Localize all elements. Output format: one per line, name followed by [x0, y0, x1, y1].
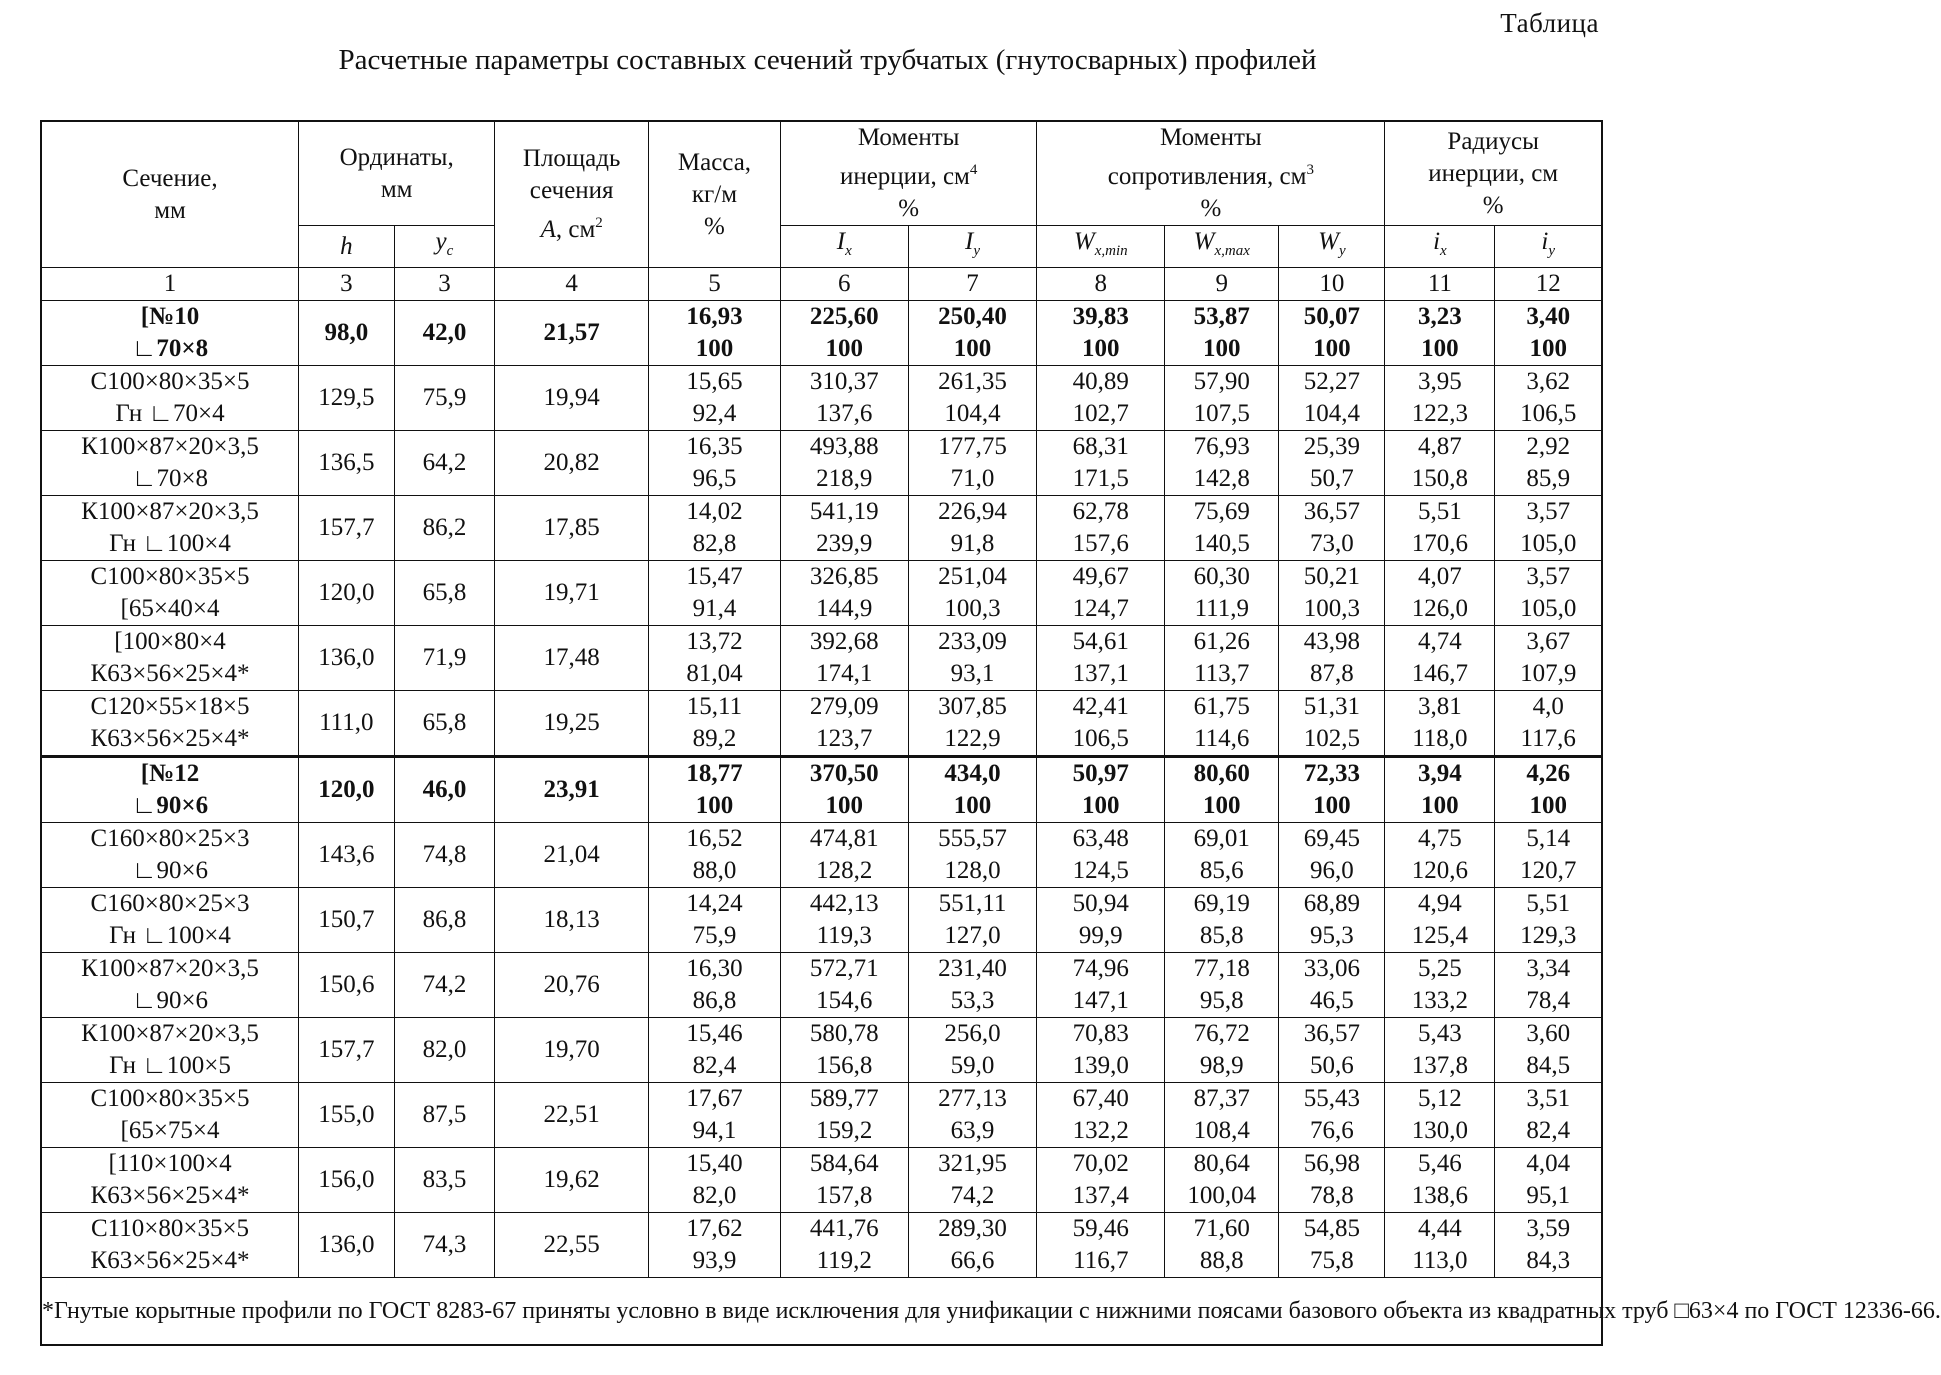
section-cell: С100×80×35×5 [65×40×4: [41, 561, 299, 626]
resistance-y-cell: 33,06 46,5: [1279, 953, 1385, 1018]
resistance-x-min-cell: 68,31 171,5: [1037, 431, 1165, 496]
resistance-y-cell: 56,98 78,8: [1279, 1148, 1385, 1213]
inertia-y-cell: 256,0 59,0: [908, 1018, 1037, 1083]
ordinate-h-cell: 136,5: [299, 431, 395, 496]
area-cell: 19,94: [495, 366, 649, 431]
radius-y-cell: 3,57 105,0: [1495, 496, 1602, 561]
section-cell: [110×100×4 К63×56×25×4*: [41, 1148, 299, 1213]
column-number: 6: [780, 268, 908, 301]
radius-x-cell: 5,43 137,8: [1385, 1018, 1495, 1083]
inertia-y-cell: 307,85 122,9: [908, 691, 1037, 757]
radius-x-cell: 4,44 113,0: [1385, 1213, 1495, 1278]
table-row: [41, 496, 1602, 561]
resistance-y-cell: 52,27 104,4: [1279, 366, 1385, 431]
inertia-y-cell: 551,11 127,0: [908, 888, 1037, 953]
ordinate-h-cell: 120,0: [299, 757, 395, 823]
ordinate-yc-cell: 83,5: [394, 1148, 495, 1213]
resistance-x-min-cell: 67,40 132,2: [1037, 1083, 1165, 1148]
header-radii: Радиусы инерции, см %: [1385, 121, 1602, 226]
column-number: 7: [908, 268, 1037, 301]
table-row: [41, 301, 1602, 366]
footnote: *Гнутые корытные профили по ГОСТ 8283-67 приняты условно в виде исключения для унификации с нижними поясами базового объекта из квадратных труб □63×4 по ГОСТ 12336-66.: [41, 1278, 1602, 1346]
inertia-y-cell: 231,40 53,3: [908, 953, 1037, 1018]
ordinate-h-cell: 143,6: [299, 823, 395, 888]
resistance-x-max-cell: 87,37 108,4: [1165, 1083, 1279, 1148]
inertia-y-cell: 434,0 100: [908, 757, 1037, 823]
resistance-y-cell: 68,89 95,3: [1279, 888, 1385, 953]
ordinate-yc-cell: 74,2: [394, 953, 495, 1018]
inertia-y-cell: 250,40 100: [908, 301, 1037, 366]
resistance-y-cell: 50,21 100,3: [1279, 561, 1385, 626]
header-area: Площадь сечения A, $см^2$: [495, 121, 649, 268]
sym-wy: $W_y$: [1279, 226, 1385, 268]
ordinate-yc-cell: 71,9: [394, 626, 495, 691]
area-cell: 20,76: [495, 953, 649, 1018]
section-cell: С110×80×35×5 К63×56×25×4*: [41, 1213, 299, 1278]
section-cell: К100×87×20×3,5 Гн ∟100×5: [41, 1018, 299, 1083]
resistance-x-min-cell: 74,96 147,1: [1037, 953, 1165, 1018]
column-number: 12: [1495, 268, 1602, 301]
resistance-y-cell: 69,45 96,0: [1279, 823, 1385, 888]
ordinate-yc-cell: 87,5: [394, 1083, 495, 1148]
inertia-y-cell: 177,75 71,0: [908, 431, 1037, 496]
resistance-x-max-cell: 80,64 100,04: [1165, 1148, 1279, 1213]
inertia-x-cell: 541,19 239,9: [780, 496, 908, 561]
table-row: [41, 1018, 1602, 1083]
ordinate-yc-cell: 75,9: [394, 366, 495, 431]
resistance-x-min-cell: 59,46 116,7: [1037, 1213, 1165, 1278]
inertia-x-cell: 442,13 119,3: [780, 888, 908, 953]
inertia-y-cell: 261,35 104,4: [908, 366, 1037, 431]
resistance-x-max-cell: 61,75 114,6: [1165, 691, 1279, 757]
sym-ix: $I_x$: [780, 226, 908, 268]
resistance-y-cell: 55,43 76,6: [1279, 1083, 1385, 1148]
resistance-x-max-cell: 60,30 111,9: [1165, 561, 1279, 626]
sym-yc: $y_c$: [394, 226, 495, 268]
mass-cell: 14,02 82,8: [649, 496, 781, 561]
radius-y-cell: 4,26 100: [1495, 757, 1602, 823]
section-cell: С160×80×25×3 ∟90×6: [41, 823, 299, 888]
mass-cell: 15,65 92,4: [649, 366, 781, 431]
table-body: [41, 301, 1602, 1278]
inertia-x-cell: 392,68 174,1: [780, 626, 908, 691]
sym-wx-min: $W_{x,min}$: [1037, 226, 1165, 268]
radius-x-cell: 4,87 150,8: [1385, 431, 1495, 496]
header-row: [41, 121, 1602, 226]
mass-cell: 15,46 82,4: [649, 1018, 781, 1083]
radius-x-cell: 3,23 100: [1385, 301, 1495, 366]
ordinate-yc-cell: 86,2: [394, 496, 495, 561]
area-cell: 23,91: [495, 757, 649, 823]
table-row: [41, 561, 1602, 626]
resistance-y-cell: 36,57 73,0: [1279, 496, 1385, 561]
table-row: [41, 757, 1602, 823]
resistance-x-min-cell: 70,02 137,4: [1037, 1148, 1165, 1213]
header-mass: Масса, кг/м %: [649, 121, 781, 268]
table-row: [41, 431, 1602, 496]
radius-x-cell: 3,94 100: [1385, 757, 1495, 823]
radius-y-cell: 3,34 78,4: [1495, 953, 1602, 1018]
resistance-x-min-cell: 50,97 100: [1037, 757, 1165, 823]
ordinate-h-cell: 150,7: [299, 888, 395, 953]
ordinate-yc-cell: 64,2: [394, 431, 495, 496]
ordinate-h-cell: 120,0: [299, 561, 395, 626]
table-row: [41, 1083, 1602, 1148]
resistance-x-min-cell: 54,61 137,1: [1037, 626, 1165, 691]
resistance-x-min-cell: 70,83 139,0: [1037, 1018, 1165, 1083]
table-row: [41, 366, 1602, 431]
mass-cell: 13,72 81,04: [649, 626, 781, 691]
resistance-y-cell: 72,33 100: [1279, 757, 1385, 823]
area-cell: 22,55: [495, 1213, 649, 1278]
ordinate-h-cell: 157,7: [299, 1018, 395, 1083]
ordinate-h-cell: 136,0: [299, 626, 395, 691]
ordinate-yc-cell: 74,8: [394, 823, 495, 888]
resistance-x-min-cell: 62,78 157,6: [1037, 496, 1165, 561]
column-number: 9: [1165, 268, 1279, 301]
radius-y-cell: 3,51 82,4: [1495, 1083, 1602, 1148]
resistance-x-min-cell: 50,94 99,9: [1037, 888, 1165, 953]
section-cell: С120×55×18×5 К63×56×25×4*: [41, 691, 299, 757]
resistance-x-max-cell: 76,93 142,8: [1165, 431, 1279, 496]
area-cell: 21,04: [495, 823, 649, 888]
inertia-x-cell: 326,85 144,9: [780, 561, 908, 626]
section-cell: К100×87×20×3,5 ∟90×6: [41, 953, 299, 1018]
radius-y-cell: 4,04 95,1: [1495, 1148, 1602, 1213]
section-cell: [№10 ∟70×8: [41, 301, 299, 366]
inertia-x-cell: 370,50 100: [780, 757, 908, 823]
resistance-x-max-cell: 57,90 107,5: [1165, 366, 1279, 431]
radius-y-cell: 3,40 100: [1495, 301, 1602, 366]
radius-y-cell: 2,92 85,9: [1495, 431, 1602, 496]
sym-radius-y: $i_y$: [1495, 226, 1602, 268]
radius-x-cell: 4,74 146,7: [1385, 626, 1495, 691]
column-number: 5: [649, 268, 781, 301]
mass-cell: 18,77 100: [649, 757, 781, 823]
inertia-x-cell: 572,71 154,6: [780, 953, 908, 1018]
column-number: 3: [394, 268, 495, 301]
mass-cell: 17,67 94,1: [649, 1083, 781, 1148]
mass-cell: 15,47 91,4: [649, 561, 781, 626]
resistance-y-cell: 51,31 102,5: [1279, 691, 1385, 757]
resistance-x-max-cell: 69,19 85,8: [1165, 888, 1279, 953]
inertia-y-cell: 321,95 74,2: [908, 1148, 1037, 1213]
inertia-x-cell: 589,77 159,2: [780, 1083, 908, 1148]
sym-h: h: [299, 226, 395, 268]
area-cell: 19,25: [495, 691, 649, 757]
inertia-y-cell: 289,30 66,6: [908, 1213, 1037, 1278]
resistance-x-min-cell: 63,48 124,5: [1037, 823, 1165, 888]
radius-y-cell: 5,14 120,7: [1495, 823, 1602, 888]
area-cell: 17,85: [495, 496, 649, 561]
ordinate-h-cell: 111,0: [299, 691, 395, 757]
radius-x-cell: 4,07 126,0: [1385, 561, 1495, 626]
resistance-x-min-cell: 40,89 102,7: [1037, 366, 1165, 431]
ordinate-h-cell: 150,6: [299, 953, 395, 1018]
ordinate-h-cell: 136,0: [299, 1213, 395, 1278]
section-cell: С100×80×35×5 Гн ∟70×4: [41, 366, 299, 431]
column-number: 11: [1385, 268, 1495, 301]
resistance-x-max-cell: 69,01 85,6: [1165, 823, 1279, 888]
table-row: [41, 1148, 1602, 1213]
mass-cell: 16,35 96,5: [649, 431, 781, 496]
radius-x-cell: 5,51 170,6: [1385, 496, 1495, 561]
section-cell: С160×80×25×3 Гн ∟100×4: [41, 888, 299, 953]
radius-x-cell: 5,12 130,0: [1385, 1083, 1495, 1148]
ordinate-yc-cell: 42,0: [394, 301, 495, 366]
ordinate-yc-cell: 65,8: [394, 561, 495, 626]
radius-x-cell: 4,75 120,6: [1385, 823, 1495, 888]
resistance-y-cell: 50,07 100: [1279, 301, 1385, 366]
resistance-x-max-cell: 76,72 98,9: [1165, 1018, 1279, 1083]
resistance-x-max-cell: 80,60 100: [1165, 757, 1279, 823]
table-row: [41, 691, 1602, 757]
inertia-y-cell: 555,57 128,0: [908, 823, 1037, 888]
inertia-x-cell: 580,78 156,8: [780, 1018, 908, 1083]
resistance-x-min-cell: 39,83 100: [1037, 301, 1165, 366]
ordinate-h-cell: 155,0: [299, 1083, 395, 1148]
inertia-x-cell: 584,64 157,8: [780, 1148, 908, 1213]
inertia-x-cell: 474,81 128,2: [780, 823, 908, 888]
radius-x-cell: 3,95 122,3: [1385, 366, 1495, 431]
ordinate-h-cell: 156,0: [299, 1148, 395, 1213]
ordinate-h-cell: 157,7: [299, 496, 395, 561]
mass-cell: 16,52 88,0: [649, 823, 781, 888]
inertia-y-cell: 226,94 91,8: [908, 496, 1037, 561]
resistance-x-max-cell: 71,60 88,8: [1165, 1213, 1279, 1278]
area-cell: 19,70: [495, 1018, 649, 1083]
ordinate-yc-cell: 65,8: [394, 691, 495, 757]
radius-y-cell: 3,60 84,5: [1495, 1018, 1602, 1083]
resistance-x-max-cell: 77,18 95,8: [1165, 953, 1279, 1018]
ordinate-yc-cell: 86,8: [394, 888, 495, 953]
sym-wx-max: $W_{x,max}$: [1165, 226, 1279, 268]
inertia-x-cell: 279,09 123,7: [780, 691, 908, 757]
header-ordinates: Ординаты, мм: [299, 121, 495, 226]
area-cell: 18,13: [495, 888, 649, 953]
mass-cell: 17,62 93,9: [649, 1213, 781, 1278]
footnote-row: [41, 1278, 1602, 1346]
resistance-x-min-cell: 42,41 106,5: [1037, 691, 1165, 757]
ordinate-yc-cell: 46,0: [394, 757, 495, 823]
area-cell: 19,71: [495, 561, 649, 626]
resistance-x-max-cell: 53,87 100: [1165, 301, 1279, 366]
inertia-y-cell: 251,04 100,3: [908, 561, 1037, 626]
ordinate-h-cell: 98,0: [299, 301, 395, 366]
radius-y-cell: 4,0 117,6: [1495, 691, 1602, 757]
radius-x-cell: 5,46 138,6: [1385, 1148, 1495, 1213]
ordinate-yc-cell: 74,3: [394, 1213, 495, 1278]
area-cell: 17,48: [495, 626, 649, 691]
inertia-y-cell: 233,09 93,1: [908, 626, 1037, 691]
mass-cell: 15,40 82,0: [649, 1148, 781, 1213]
section-cell: К100×87×20×3,5 ∟70×8: [41, 431, 299, 496]
column-number: 4: [495, 268, 649, 301]
radius-y-cell: 3,57 105,0: [1495, 561, 1602, 626]
section-cell: [100×80×4 К63×56×25×4*: [41, 626, 299, 691]
ordinate-yc-cell: 82,0: [394, 1018, 495, 1083]
mass-cell: 16,93 100: [649, 301, 781, 366]
radius-x-cell: 5,25 133,2: [1385, 953, 1495, 1018]
sym-iy: $I_y$: [908, 226, 1037, 268]
radius-y-cell: 3,59 84,3: [1495, 1213, 1602, 1278]
header-resistance-moments: Моменты сопротивления, $см^3$ %: [1037, 121, 1385, 226]
section-cell: [№12 ∟90×6: [41, 757, 299, 823]
radius-x-cell: 3,81 118,0: [1385, 691, 1495, 757]
column-number: 3: [299, 268, 395, 301]
table-row: [41, 1213, 1602, 1278]
ordinate-h-cell: 129,5: [299, 366, 395, 431]
inertia-x-cell: 493,88 218,9: [780, 431, 908, 496]
area-cell: 20,82: [495, 431, 649, 496]
radius-y-cell: 3,67 107,9: [1495, 626, 1602, 691]
radius-y-cell: 3,62 106,5: [1495, 366, 1602, 431]
header-inertia-moments: Моменты инерции, $см^4$ %: [780, 121, 1037, 226]
column-number: 10: [1279, 268, 1385, 301]
table-row: [41, 823, 1602, 888]
section-cell: К100×87×20×3,5 Гн ∟100×4: [41, 496, 299, 561]
inertia-x-cell: 310,37 137,6: [780, 366, 908, 431]
resistance-x-max-cell: 75,69 140,5: [1165, 496, 1279, 561]
radius-x-cell: 4,94 125,4: [1385, 888, 1495, 953]
parameters-table: [40, 120, 1941, 1346]
mass-cell: 14,24 75,9: [649, 888, 781, 953]
resistance-x-min-cell: 49,67 124,7: [1037, 561, 1165, 626]
table-row: [41, 888, 1602, 953]
header-section: Сечение, мм: [41, 121, 299, 268]
mass-cell: 15,11 89,2: [649, 691, 781, 757]
table-caption: Расчетные параметры составных сечений трубчатых (гнутосварных) профилей: [338, 44, 1317, 76]
resistance-y-cell: 54,85 75,8: [1279, 1213, 1385, 1278]
inertia-x-cell: 225,60 100: [780, 301, 908, 366]
area-cell: 21,57: [495, 301, 649, 366]
radius-y-cell: 5,51 129,3: [1495, 888, 1602, 953]
resistance-y-cell: 25,39 50,7: [1279, 431, 1385, 496]
inertia-x-cell: 441,76 119,2: [780, 1213, 908, 1278]
column-number-row: [41, 268, 1602, 301]
table-label: Таблица: [1500, 8, 1599, 38]
area-cell: 19,62: [495, 1148, 649, 1213]
table-row: [41, 626, 1602, 691]
section-cell: С100×80×35×5 [65×75×4: [41, 1083, 299, 1148]
resistance-y-cell: 36,57 50,6: [1279, 1018, 1385, 1083]
area-cell: 22,51: [495, 1083, 649, 1148]
sym-radius-x: $i_x$: [1385, 226, 1495, 268]
resistance-x-max-cell: 61,26 113,7: [1165, 626, 1279, 691]
column-number: 8: [1037, 268, 1165, 301]
column-number: 1: [41, 268, 299, 301]
mass-cell: 16,30 86,8: [649, 953, 781, 1018]
inertia-y-cell: 277,13 63,9: [908, 1083, 1037, 1148]
resistance-y-cell: 43,98 87,8: [1279, 626, 1385, 691]
table-row: [41, 953, 1602, 1018]
